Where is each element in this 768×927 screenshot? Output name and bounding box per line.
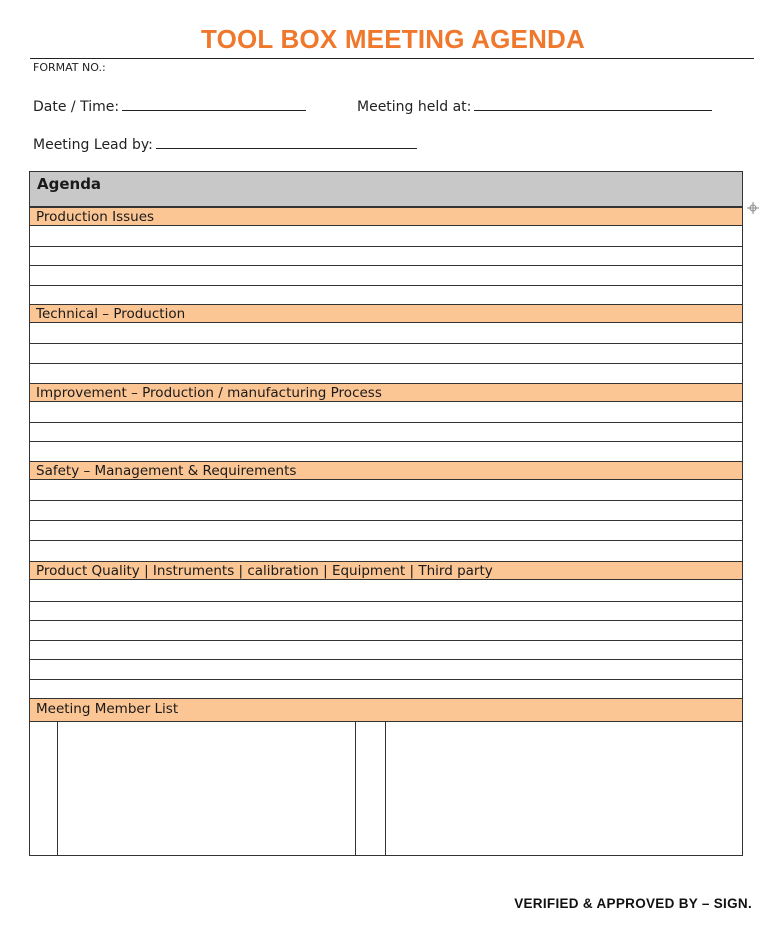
meeting-held-field — [357, 96, 712, 115]
table-row-line[interactable] — [30, 441, 742, 442]
section-technical-production: Technical – Production — [30, 304, 742, 323]
member-column-divider — [385, 722, 386, 856]
table-row-line[interactable] — [30, 500, 742, 501]
meeting-held-blank[interactable] — [474, 96, 712, 111]
table-row-line[interactable] — [30, 620, 742, 621]
date-time-blank[interactable] — [122, 96, 306, 111]
agenda-table — [29, 171, 743, 856]
table-row-line[interactable] — [30, 246, 742, 247]
section-safety: Safety – Management & Requirements — [30, 461, 742, 480]
date-time-field — [33, 96, 306, 115]
title-divider — [30, 58, 754, 59]
table-row-line[interactable] — [30, 601, 742, 602]
format-number-label: FORMAT NO.: — [33, 61, 106, 74]
move-handle-icon[interactable] — [747, 202, 759, 214]
table-row-line[interactable] — [30, 679, 742, 680]
meeting-lead-field — [33, 134, 417, 153]
section-production-issues: Production Issues — [30, 207, 742, 226]
table-row-line[interactable] — [30, 422, 742, 423]
meeting-lead-label: Meeting Lead by: — [33, 137, 153, 153]
verified-approved-label: VERIFIED & APPROVED BY – SIGN. — [514, 896, 752, 911]
member-column-divider — [57, 722, 58, 856]
table-row-line[interactable] — [30, 540, 742, 541]
section-improvement: Improvement – Production / manufacturing Process — [30, 383, 742, 402]
table-row-line[interactable] — [30, 363, 742, 364]
member-column-divider — [355, 722, 356, 856]
section-member-list: Meeting Member List — [30, 698, 742, 722]
table-row-line[interactable] — [30, 285, 742, 286]
date-time-label: Date / Time: — [33, 99, 120, 115]
meeting-lead-blank[interactable] — [156, 134, 417, 149]
page-title: TOOL BOX MEETING AGENDA — [200, 24, 586, 54]
table-row-line[interactable] — [30, 343, 742, 344]
section-product-quality: Product Quality | Instruments | calibration | Equipment | Third party — [30, 561, 742, 580]
table-row-line[interactable] — [30, 520, 742, 521]
table-row-line[interactable] — [30, 659, 742, 660]
agenda-header: Agenda — [30, 172, 742, 207]
table-row-line[interactable] — [30, 640, 742, 641]
meeting-held-label: Meeting held at: — [357, 99, 472, 115]
table-row-line[interactable] — [30, 265, 742, 266]
